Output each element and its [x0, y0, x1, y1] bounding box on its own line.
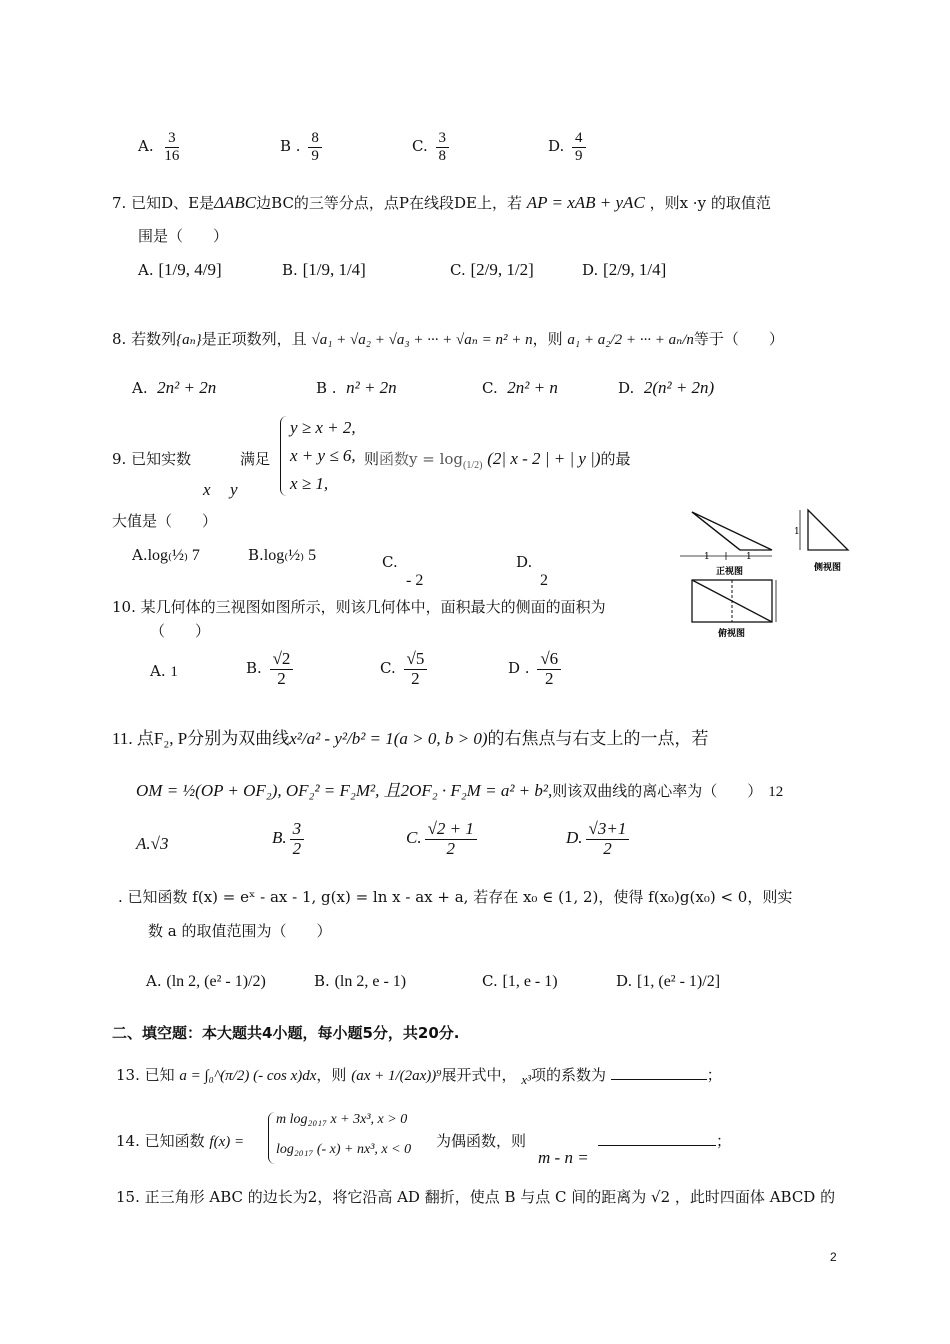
q11-option-b: B. $\frac{3}{2}$: [272, 820, 307, 858]
q9-stem-line2: 大值是（ ）: [112, 512, 218, 530]
q11-stem: 11. 点F₂, P分别为双曲线x²/a² - y²/b² = 1(a > 0, b > 0)的右焦点与右支上的一点，若: [112, 729, 709, 749]
q9-option-a: A.log₍½₎ 7: [132, 546, 200, 564]
q12-option-a: A. (ln 2, (e² - 1)/2): [146, 972, 266, 990]
q6-option-d: D. $\frac{4}{9}$: [548, 130, 589, 164]
q14-case-2: log₂₀₁₇ (- x) + nx³, x < 0: [276, 1142, 412, 1157]
q11-option-c: C. $\frac{√2 + 1}{2}$: [406, 820, 480, 858]
q9-option-d: D. 2: [516, 553, 548, 589]
q12-stem: . 已知函数 f(x) = eˣ - ax - 1, g(x) = ln x - ax + a, 若存在 x₀ ∈ (1, 2)，使得 f(x₀)g(x₀) < 0，则实: [118, 888, 793, 906]
q14-brace: [268, 1112, 275, 1164]
q9-func: 则函数$y = \log_{(1/2)} (2|$ x - 2 | + | y |)的最: [364, 449, 631, 471]
q12-option-c: C. [1, e - 1): [482, 972, 558, 990]
q8-option-b: B . n² + 2n: [316, 378, 397, 397]
q11-condition: OM = ½(OP + OF₂), OF₂² = F₂M², 且2OF₂ · F₂M = a² + b²,则该双曲线的离心率为（ ） 12: [136, 781, 784, 800]
q8-option-c: C. 2n² + n: [482, 378, 558, 397]
page-number: 2: [830, 1250, 837, 1264]
q10-option-c: C. $\frac{√5}{2}$: [380, 650, 430, 688]
q12-stem-line2: 数 a 的取值范围为（ ）: [148, 922, 332, 940]
q9-prefix: 9. 已知实数: [112, 450, 192, 468]
q7-stem: 7. 已知D、E是ΔABC边BC的三等分点，点P在线段DE上，若 AP = xAB + yAC ，则x ·y 的取值范: [112, 193, 771, 212]
q7-option-b: B. [1/9, 1/4]: [282, 260, 366, 279]
q14-mid: 为偶函数，则: [436, 1132, 527, 1150]
q9-ineq-1: y ≥ x + 2,: [290, 418, 356, 437]
q8-option-a: A. 2n² + 2n: [132, 378, 217, 397]
q7-option-d: D. [2/9, 1/4]: [582, 260, 667, 279]
q6-option-b: B . $\frac{8}{9}$: [280, 130, 325, 164]
top-view: [692, 580, 776, 622]
q14-answer-blank[interactable]: [598, 1131, 716, 1146]
top-view-label: 俯视图: [718, 629, 746, 639]
q10-option-a: A. 1: [150, 662, 178, 680]
q13-answer-blank[interactable]: [611, 1065, 707, 1080]
q6-option-c: C. $\frac{3}{8}$: [412, 130, 452, 164]
front-dim-2: 1: [746, 552, 752, 562]
q11-option-d: D. $\frac{√3+1}{2}$: [566, 820, 632, 858]
front-view-label: 正视图: [716, 567, 744, 577]
front-view: [680, 512, 772, 560]
section-2-heading: 二、填空题：本大题共4小题，每小题5分，共20分.: [112, 1024, 460, 1042]
q14-prefix: 14. 已知函数 f(x) =: [116, 1132, 245, 1150]
q7-option-a: A. [1/9, 4/9]: [138, 260, 222, 279]
q9-system-brace: [280, 416, 287, 496]
q10-option-d: D . $\frac{√6}{2}$: [508, 650, 564, 688]
front-dim-1: 1: [704, 552, 710, 562]
q8-stem: 8. 若数列{aₙ}是正项数列，且 √a₁ + √a₂ + √a₃ + ··· + √aₙ = n² + n，则 a₁ + a₂/2 + ··· + aₙ/n等于（ ）: [112, 330, 784, 348]
q14-answer: ；: [598, 1130, 731, 1151]
three-view-figure: [680, 506, 860, 642]
q15-stem: 15. 正三角形 ABC 的边长为2，将它沿高 AD 翻折，使点 B 与点 C 间的距离为 √2 ，此时四面体 ABCD 的: [116, 1188, 836, 1206]
q10-stem: 10. 某几何体的三视图如图所示，则该几何体中，面积最大的侧面的面积为: [112, 598, 606, 616]
side-view-label: 侧视图: [814, 563, 842, 573]
q13-stem: 13. 已知 a = ∫₀^(π/2) (- cos x)dx，则 (ax + 1/(2ax))⁹展开式中， $_{x^3}$项的系数为 ；: [116, 1066, 722, 1087]
side-view: [800, 510, 848, 550]
q9-var-y: y: [230, 480, 238, 499]
q10-paren: （ ）: [150, 622, 211, 640]
q9-ineq-3: x ≥ 1,: [290, 474, 329, 493]
q10-option-b: B. $\frac{√2}{2}$: [246, 650, 296, 688]
q8-option-d: D. 2(n² + 2n): [618, 378, 715, 397]
q9-option-b: B.log₍½₎ 5: [248, 546, 317, 564]
q14-ask: m - n =: [538, 1148, 589, 1167]
q12-option-b: B. (ln 2, e - 1): [314, 972, 407, 990]
q12-option-d: D. [1, (e² - 1)/2]: [616, 972, 721, 990]
q6-option-a: A. $\frac{3}{16}$: [138, 130, 180, 164]
q7-stem-line2: 围是（ ）: [138, 227, 229, 245]
q7-option-c: C. [2/9, 1/2]: [450, 260, 534, 279]
q11-option-a: A.√3: [136, 834, 169, 853]
q9-mid: 满足: [240, 450, 271, 468]
q9-ineq-2: x + y ≤ 6,: [290, 446, 356, 465]
q14-case-1: m log₂₀₁₇ x + 3x³, x > 0: [276, 1112, 408, 1127]
side-dim: 1: [794, 527, 800, 537]
q9-option-c: C. - 2: [382, 553, 424, 589]
q9-var-x: x: [203, 480, 211, 499]
